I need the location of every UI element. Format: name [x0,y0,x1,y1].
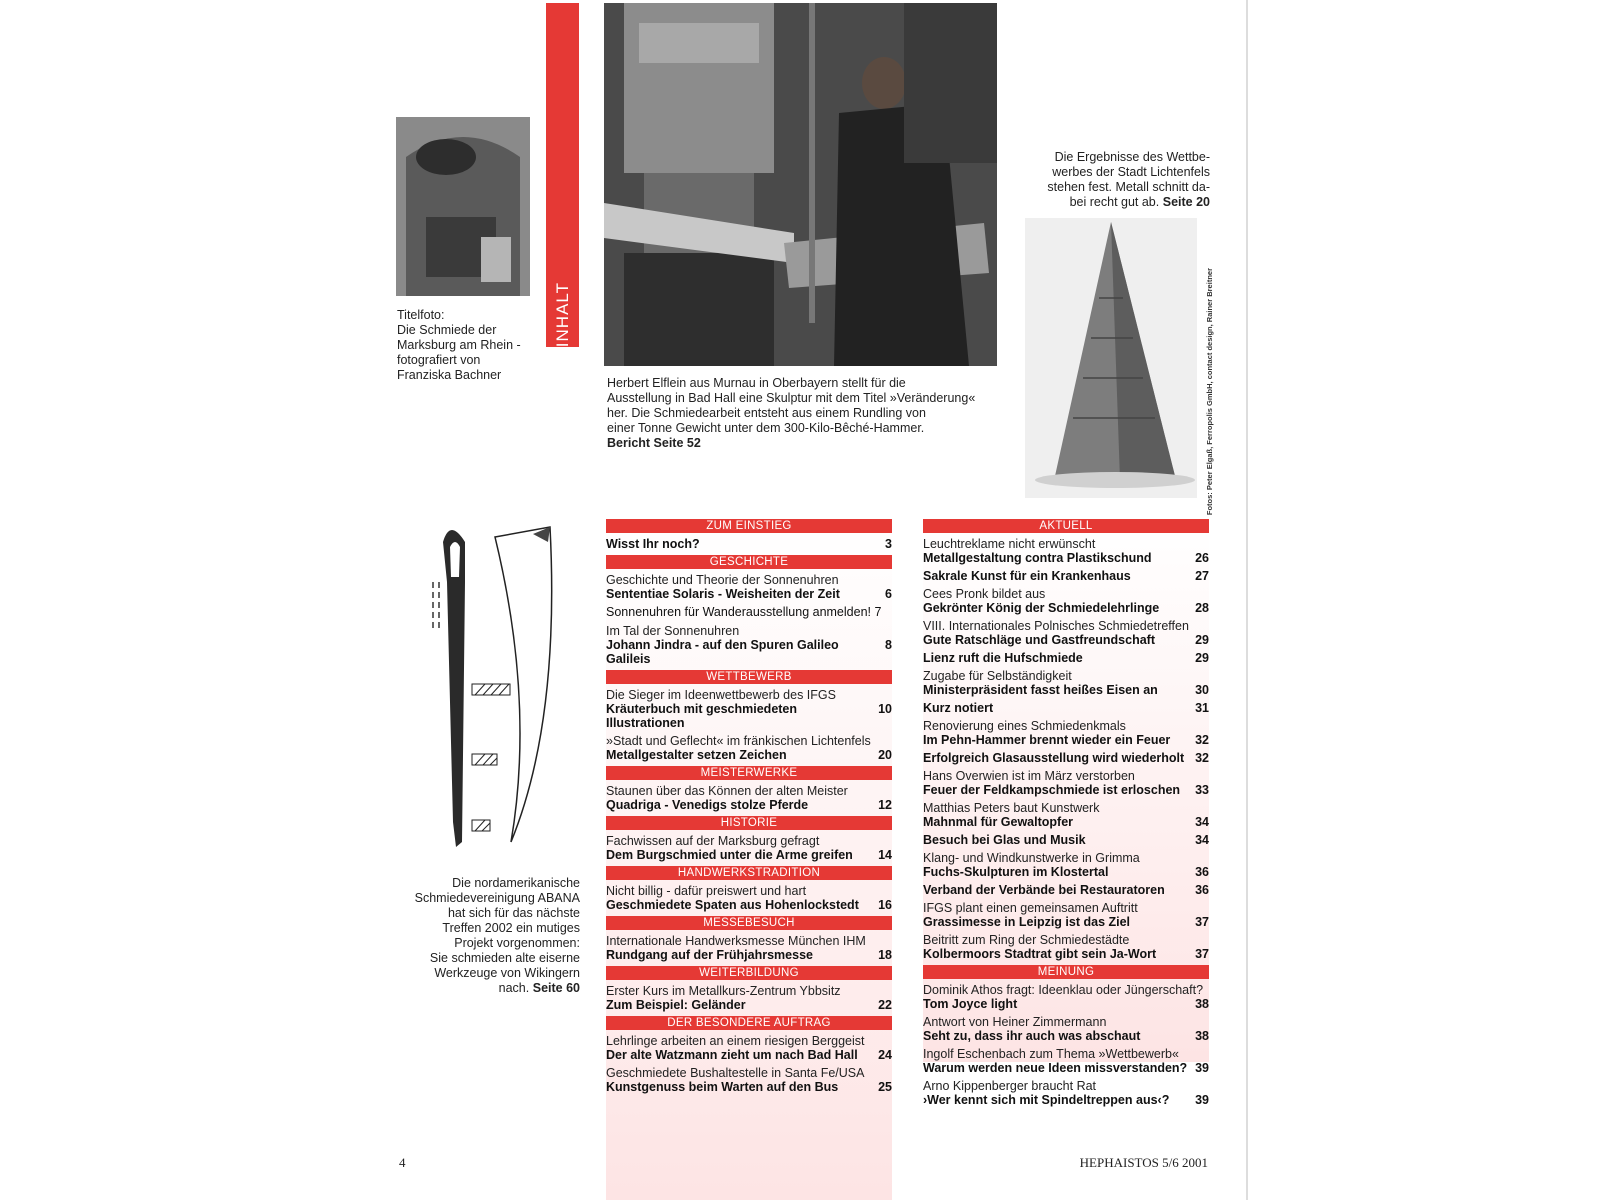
toc-entry-page: 26 [1195,551,1209,565]
toc-entry-title: Quadriga - Venedigs stolze Pferde [606,798,809,812]
sculpture-photo [1025,218,1197,498]
caption-line: Treffen 2002 ein mutiges [442,921,580,935]
toc-entry[interactable] [606,537,892,551]
toc-entry-title: Fuchs-Skulpturen im Klostertal [923,865,1109,879]
toc-entry-page: 38 [1195,997,1209,1011]
toc-entry-kicker: Die Sieger im Ideenwettbewerb des IFGS [606,688,836,702]
toc-entry-title: Kräuterbuch mit geschmiedeten Illustrationen [606,702,798,730]
toc-entry[interactable] [606,884,892,912]
section-heading: AKTUELL [923,519,1209,533]
toc-entry-kicker: Ingolf Eschenbach zum Thema »Wettbewerb« [923,1047,1179,1061]
toc-entry-kicker: Geschichte und Theorie der Sonnenuhren [606,573,839,587]
caption-line: stehen fest. Metall schnitt da- [1047,180,1210,194]
toc-entry[interactable] [923,651,1209,665]
toc-entry-title: Kunstgenuss beim Warten auf den Bus [606,1080,839,1094]
toc-entry-page: 33 [1195,783,1209,797]
toc-entry-title: Metallgestaltung contra Plastikschund [923,551,1152,565]
caption-line: nach. [498,981,530,995]
toc-entry-page: 29 [1195,651,1209,665]
toc-entry[interactable] [923,983,1209,1011]
caption-line: her. Die Schmiedearbeit entsteht aus einem Rundling von [607,406,926,420]
toc-entry-title: Geschmiedete Spaten aus Hohenlockstedt [606,898,859,912]
caption-page-ref: Seite 20 [1162,195,1210,209]
toc-entry[interactable] [606,688,892,730]
caption-line: Die Ergebnisse des Wettbe- [1054,150,1210,164]
toc-entry-kicker: Cees Pronk bildet aus [923,587,1046,601]
section-heading: MEISTERWERKE [606,766,892,780]
toc-entry-page: 16 [878,898,892,912]
toc-entry-title: Sententiae Solaris - Weisheiten der Zeit [606,587,840,601]
caption-page-ref: Bericht Seite 52 [607,436,701,450]
toc-entry-page: 36 [1195,865,1209,879]
toc-entry[interactable] [923,1079,1209,1107]
caption-line: hat sich für das nächste [447,906,580,920]
toc-entry-page: 8 [885,638,892,652]
toc-entry[interactable] [923,833,1209,847]
toc-entry-title: Johann Jindra - auf den Spuren Galileo Galileis [606,638,839,666]
caption-line: Titelfoto: [397,308,445,322]
page-number: 4 [399,1155,406,1170]
toc-right-column [923,517,1209,1107]
toc-entry-title: Ministerpräsident fasst heißes Eisen an [923,683,1158,697]
toc-entry-page: 3 [885,537,892,551]
toc-entry-kicker: Geschmiedete Bushaltestelle in Santa Fe/USA [606,1066,865,1080]
toc-entry-kicker: Im Tal der Sonnenuhren [606,624,740,638]
toc-entry-kicker: Arno Kippenberger braucht Rat [923,1079,1097,1093]
toc-entry-kicker: IFGS plant einen gemeinsamen Auftritt [923,901,1138,915]
toc-entry-page: 27 [1195,569,1209,583]
toc-entry-kicker: Nicht billig - dafür preiswert und hart [606,884,807,898]
toc-entry[interactable] [923,719,1209,747]
toc-entry-kicker: Fachwissen auf der Marksburg gefragt [606,834,820,848]
caption-line: Die nordamerikanische [452,876,580,890]
toc-entry[interactable] [923,1047,1209,1075]
toc-entry[interactable] [923,751,1209,765]
toc-entry-title: Der alte Watzmann zieht um nach Bad Hall [606,1048,858,1062]
toc-entry-kicker: VIII. Internationales Polnisches Schmiedetreffen [923,619,1189,633]
magazine-issue: HEPHAISTOS 5/6 2001 [1079,1155,1208,1170]
section-heading: ZUM EINSTIEG [606,519,892,533]
toc-entry-title: Dem Burgschmied unter die Arme greifen [606,848,853,862]
toc-entry-page: 14 [878,848,892,862]
toc-entry-title: Feuer der Feldkampschmiede ist erloschen [923,783,1181,797]
caption-line: Werkzeuge von Wikingern [434,966,580,980]
toc-entry-page: 39 [1195,1093,1209,1107]
section-heading: GESCHICHTE [606,555,892,569]
toc-entry[interactable] [923,769,1209,797]
section-heading: WETTBEWERB [606,670,892,684]
toc-entry-kicker: Klang- und Windkunstwerke in Grimma [923,851,1140,865]
section-heading: MESSEBESUCH [606,916,892,930]
caption-line: Schmiedevereinigung ABANA [414,891,580,905]
toc-entry-kicker: Erster Kurs im Metallkurs-Zentrum Ybbsitz [606,984,841,998]
toc-entry[interactable] [923,537,1209,565]
toc-entry-kicker: Staunen über das Können der alten Meister [606,784,848,798]
toc-entry[interactable] [606,984,892,1012]
toc-entry[interactable] [606,834,892,862]
toc-entry-title: Warum werden neue Ideen missverstanden? [923,1061,1188,1075]
caption-line: einer Tonne Gewicht unter dem 300-Kilo-Bêché-Hammer. [607,421,925,435]
toc-entry[interactable] [923,569,1209,583]
photo-credit [1205,268,1219,516]
toc-entry-page: 36 [1195,883,1209,897]
toc-entry-title: Grassimesse in Leipzig ist das Ziel [923,915,1131,929]
page-edge [1246,0,1248,1200]
section-heading: DER BESONDERE AUFTRAG [606,1016,892,1030]
toc-entry[interactable] [923,587,1209,615]
section-heading: MEINUNG [923,965,1209,979]
inhalt-bar [546,3,579,347]
toc-entry-kicker: Lehrlinge arbeiten an einem riesigen Berggeist [606,1034,865,1048]
toc-entry-title: Kurz notiert [923,701,994,715]
toc-entry-kicker: Beitritt zum Ring der Schmiedestädte [923,933,1130,947]
toc-entry-title: Wisst Ihr noch? [606,537,700,551]
toc-entry-page: 29 [1195,633,1209,647]
toc-entry[interactable] [923,851,1209,879]
toc-entry-page: 22 [878,998,892,1012]
caption-line: Franziska Bachner [397,368,502,382]
section-heading: HISTORIE [606,816,892,830]
toc-entry-page: 30 [1195,683,1209,697]
toc-entry-page: 28 [1195,601,1209,615]
toc-entry-page: 32 [1195,733,1209,747]
toc-entry-kicker: Leuchtreklame nicht erwünscht [923,537,1096,551]
toc-entry-page: 39 [1195,1061,1209,1075]
toc-entry-title: Im Pehn-Hammer brennt wieder ein Feuer [923,733,1171,747]
toc-entry[interactable]: Sonnenuhren für Wanderausstellung anmelden! 7 [606,605,882,619]
toc-entry-title: Metallgestalter setzen Zeichen [606,748,787,762]
toc-entry-title: Seht zu, dass ihr auch was abschaut [923,1029,1141,1043]
toc-entry-page: 18 [878,948,892,962]
caption-line: Ausstellung in Bad Hall eine Skulptur mit dem Titel »Veränderung« [607,391,976,405]
toc-entry-title: Erfolgreich Glasausstellung wird wiederholt [923,751,1185,765]
viking-tools-drawing [415,522,575,862]
main-photo-forge [604,3,997,366]
toc-entry-page: 34 [1195,833,1209,847]
toc-entry-title: Kolbermoors Stadtrat gibt sein Ja-Wort [923,947,1157,961]
toc-entry-kicker: Internationale Handwerksmesse München IHM [606,934,866,948]
toc-entry-page: 37 [1195,947,1209,961]
toc-left-column [606,517,892,1200]
inhalt-label: INHALT [552,281,572,347]
toc-entry-kicker: Matthias Peters baut Kunstwerk [923,801,1100,815]
toc-entry-page: 34 [1195,815,1209,829]
title-photo-caption [397,308,547,383]
toc-entry-title: Tom Joyce light [923,997,1018,1011]
toc-entry-page: 6 [885,587,892,601]
toc-entry[interactable] [606,1034,892,1062]
toc-entry-kicker: Zugabe für Selbständigkeit [923,669,1072,683]
toc-entry[interactable] [606,934,892,962]
toc-entry-kicker: Antwort von Heiner Zimmermann [923,1015,1107,1029]
caption-line: werbes der Stadt Lichtenfels [1052,165,1210,179]
toc-entry-title: Gekrönter König der Schmiedelehrlinge [923,601,1160,615]
section-heading: WEITERBILDUNG [606,966,892,980]
toc-entry[interactable] [606,573,892,601]
toc-entry[interactable] [923,619,1209,647]
toc-entry-page: 25 [878,1080,892,1094]
toc-entry[interactable] [923,1015,1209,1043]
toc-entry-page: 31 [1195,701,1209,715]
toc-entry-title: Sakrale Kunst für ein Krankenhaus [923,569,1131,583]
toc-entry-title: Besuch bei Glas und Musik [923,833,1086,847]
photo-credit-text: Fotos: Peter Elgaß, Ferropolis GmbH, contact design, Rainer Breitner [1205,268,1214,516]
toc-entry-page: 12 [878,798,892,812]
toc-entry[interactable] [923,801,1209,829]
toc-entry-title: Lienz ruft die Hufschmiede [923,651,1083,665]
caption-line: Marksburg am Rhein - [397,338,521,352]
toc-entry[interactable] [606,784,892,812]
caption-line: Herbert Elflein aus Murnau in Oberbayern stellt für die [607,376,906,390]
caption-line: fotografiert von [397,353,481,367]
toc-entry-title: Rundgang auf der Frühjahrsmesse [606,948,813,962]
toc-entry-page: 32 [1195,751,1209,765]
lichtenfels-caption [1020,150,1210,210]
toc-entry-kicker: Renovierung eines Schmiedenkmals [923,719,1126,733]
toc-entry-kicker: Dominik Athos fragt: Ideenklau oder Jüngerschaft? [923,983,1204,997]
toc-entry-title: Mahnmal für Gewaltopfer [923,815,1074,829]
toc-entry-title: Verband der Verbände bei Restauratoren [923,883,1165,897]
main-photo-caption [607,376,1007,451]
toc-entry[interactable] [606,1066,892,1094]
toc-entry-kicker: »Stadt und Geflecht« im fränkischen Lichtenfels [606,734,871,748]
toc-entry-title: ›Wer kennt sich mit Spindeltreppen aus‹? [923,1093,1170,1107]
caption-page-ref: Seite 60 [532,981,580,995]
section-heading: HANDWERKSTRADITION [606,866,892,880]
toc-entry-page: 37 [1195,915,1209,929]
toc-entry[interactable] [923,883,1209,897]
toc-entry-page: 24 [878,1048,892,1062]
toc-entry[interactable] [923,901,1209,929]
toc-entry-title: Zum Beispiel: Geländer [606,998,746,1012]
caption-line: Projekt vorgenommen: [454,936,580,950]
caption-line: Die Schmiede der [397,323,497,337]
toc-entry[interactable] [606,734,892,762]
abana-caption [395,876,580,996]
toc-entry-page: 38 [1195,1029,1209,1043]
toc-entry-page: 10 [878,702,892,716]
toc-entry[interactable] [923,669,1209,697]
toc-entry-kicker: Hans Overwien ist im März verstorben [923,769,1135,783]
toc-entry[interactable] [923,933,1209,961]
caption-line: Sie schmieden alte eiserne [429,951,580,965]
toc-entry-page: 20 [878,748,892,762]
toc-entry[interactable] [606,624,892,666]
title-photo-marksburg [396,117,530,296]
toc-entry-title: Gute Ratschläge und Gastfreundschaft [923,633,1155,647]
caption-line: bei recht gut ab. [1069,195,1160,209]
toc-entry[interactable] [923,701,1209,715]
